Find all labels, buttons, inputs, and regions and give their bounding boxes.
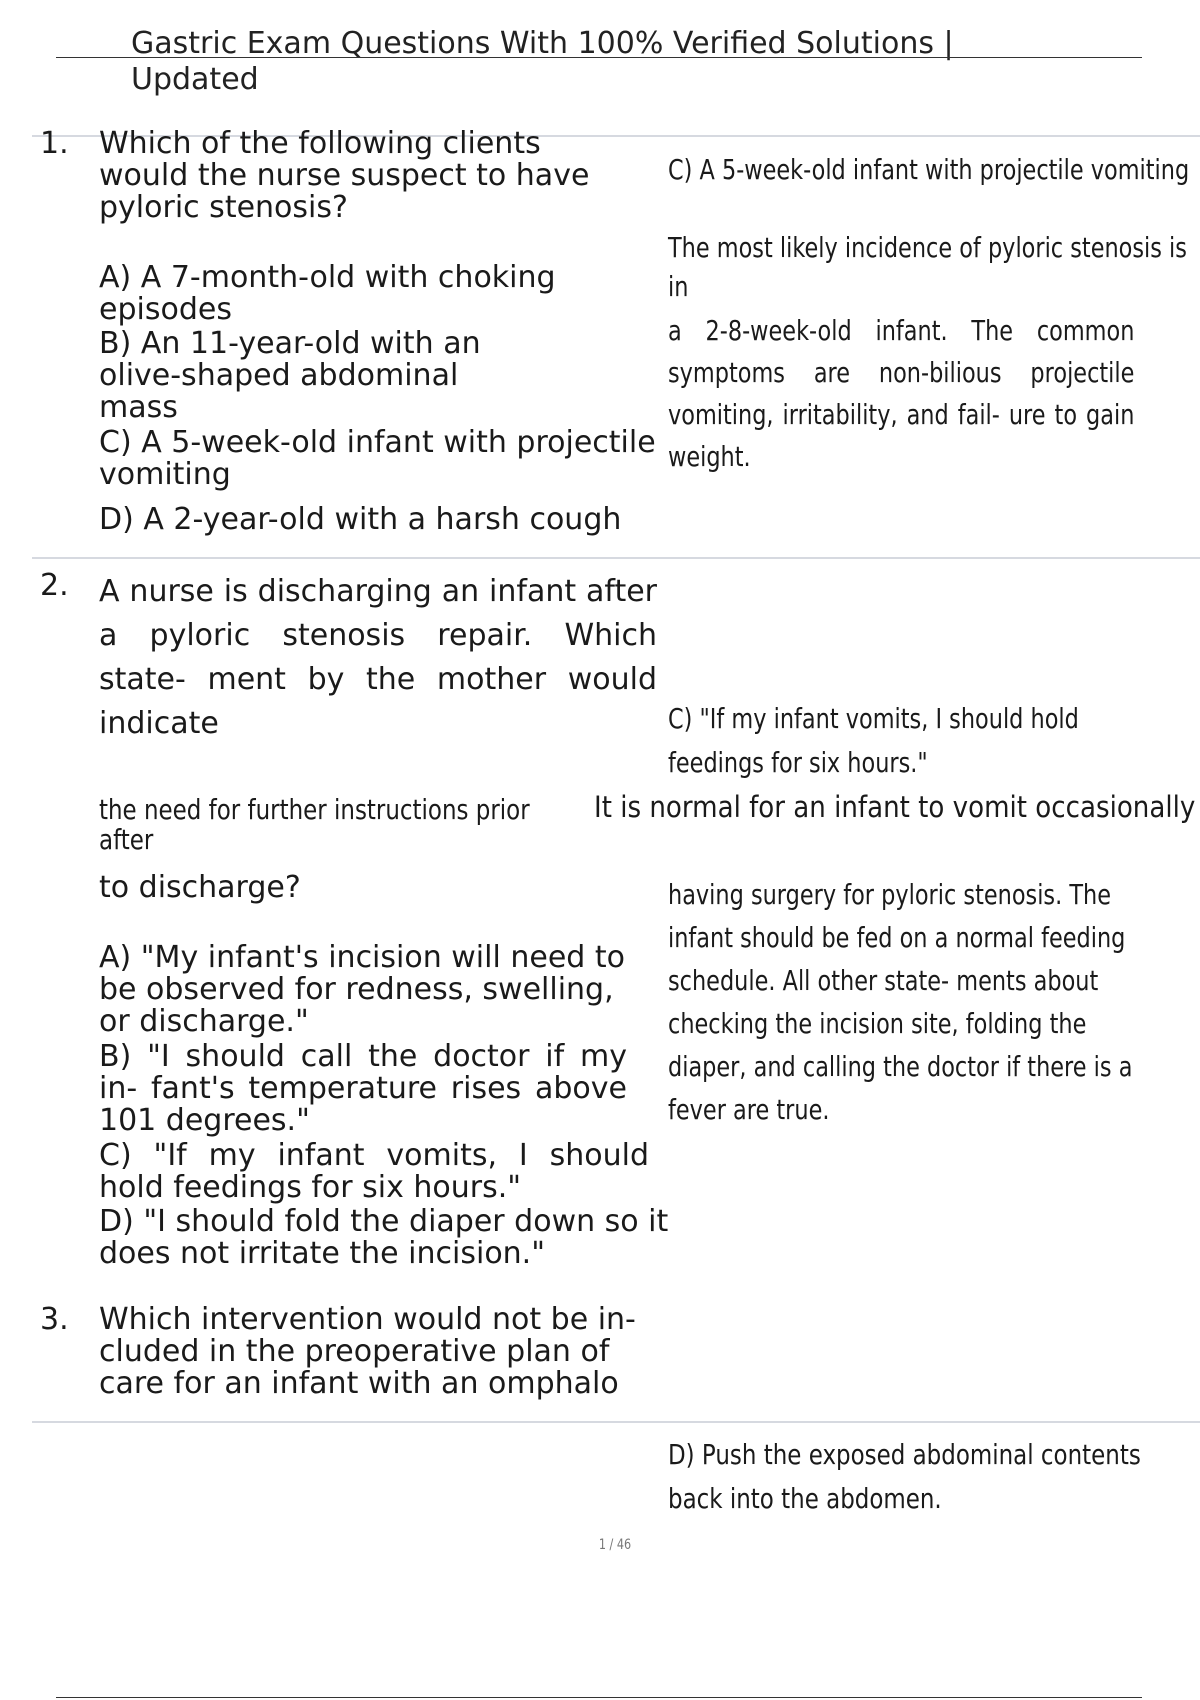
- question-stem: A nurse is discharging an infant after a pyloric stenosis repair. Which state- ment by the mother would indicate: [99, 574, 657, 741]
- divider: [32, 557, 1200, 559]
- option-d: D) A 2-year-old with a harsh cough: [99, 502, 622, 537]
- question-stem: Which of the following clients would the nurse suspect to have pyloric stenosis?: [99, 126, 590, 225]
- answer: C) "If my infant vomits, I should hold feedings for six hours.": [668, 702, 1079, 779]
- rationale-line: in: [668, 270, 689, 303]
- answer: C) A 5-week-old infant with projectile vomiting: [668, 153, 1190, 186]
- footer-rule: [56, 1697, 1142, 1698]
- page-number: 1 / 46: [598, 1537, 632, 1553]
- divider: [32, 1421, 1200, 1423]
- question-number: 2.: [40, 568, 69, 603]
- page-title-line2: Updated: [131, 62, 259, 97]
- question-number: 1.: [40, 126, 69, 161]
- answer: D) Push the exposed abdominal contents back into the abdomen.: [668, 1438, 1141, 1515]
- question-stem-continued: to discharge?: [99, 870, 301, 905]
- option-c: C) A 5-week-old infant with projectile vomiting: [99, 425, 656, 492]
- header-rule: [56, 57, 1142, 58]
- rationale: a 2-8-week-old infant. The common symptoms are non-bilious projectile vomiting, irritability, and fail- ure to gain weight.: [668, 314, 1135, 473]
- page-title: [131, 26, 1031, 98]
- rationale: having surgery for pyloric stenosis. The infant should be fed on a normal feeding schedule. All other state- ments about checking the incision site, folding the diaper, and calling the doctor if there is a fever are true.: [668, 878, 1133, 1126]
- option-b: B) An 11-year-old with an olive-shaped abdominal mass: [99, 326, 481, 425]
- page-title-line1: Gastric Exam Questions With 100% Verified Solutions |: [131, 26, 954, 61]
- option-c: C) "If my infant vomits, I should hold feedings for six hours.": [99, 1138, 649, 1205]
- option-d: D) "I should fold the diaper down so it does not irritate the incision.": [99, 1204, 669, 1271]
- rationale-line: The most likely incidence of pyloric stenosis is: [668, 231, 1187, 264]
- question-stem-clip: [99, 1304, 659, 1422]
- question-stem-continued: the need for further instructions prior after: [99, 793, 530, 856]
- option-b: B) "I should call the doctor if my in- fant's temperature rises above 101 degrees.": [99, 1039, 627, 1138]
- option-a: A) A 7-month-old with choking episodes: [99, 260, 556, 327]
- option-a: A) "My infant's incision will need to be observed for redness, swelling, or discharge.": [99, 940, 625, 1039]
- rationale-line: It is normal for an infant to vomit occasionally: [594, 790, 1196, 824]
- question-stem: Which intervention would not be in- cluded in the preoperative plan of care for an infant with an omphalo: [99, 1304, 636, 1401]
- question-number: 3.: [40, 1302, 69, 1337]
